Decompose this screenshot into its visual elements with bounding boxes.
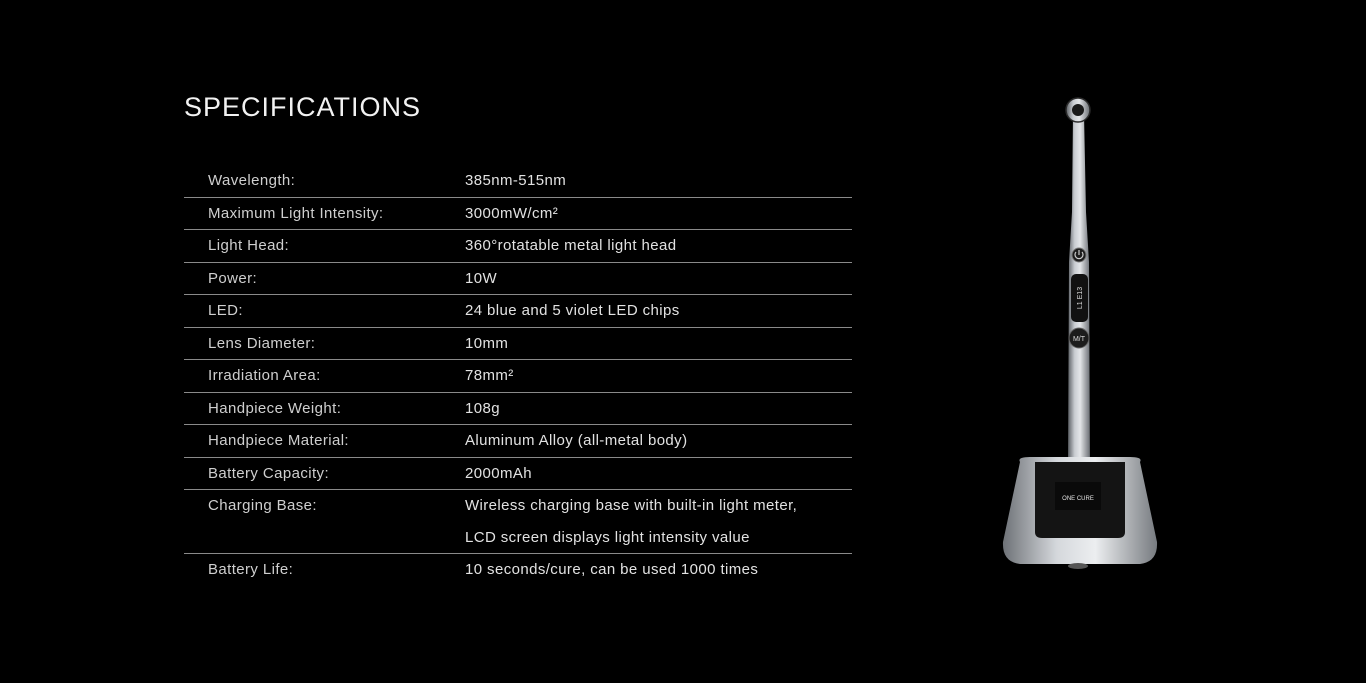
spec-value-line: 10mm: [465, 334, 509, 352]
spec-label: Charging Base:: [208, 497, 317, 514]
spec-value-line: 3000mW/cm²: [465, 204, 559, 222]
spec-value-line: 2000mAh: [465, 464, 533, 482]
spec-row: [184, 295, 852, 328]
spec-value: [465, 490, 852, 553]
spec-row: [184, 198, 852, 231]
spec-row: [184, 458, 852, 491]
spec-value-line: 78mm²: [465, 367, 514, 384]
spec-row: [184, 360, 852, 393]
spec-value-line: 385nm-515nm: [465, 172, 567, 189]
spec-label: Handpiece Weight:: [208, 399, 342, 417]
spec-value: [465, 230, 852, 262]
spec-value-line: 24 blue and 5 violet LED chips: [465, 302, 680, 319]
mode-button-label: M/T: [1072, 336, 1086, 343]
spec-row: [184, 554, 852, 586]
spec-row: [184, 425, 852, 458]
spec-row: [184, 328, 852, 361]
spec-value: [465, 198, 852, 230]
base-brand-logo: ONE CURE: [1062, 496, 1094, 502]
spec-table: [184, 165, 852, 586]
spec-value: [465, 295, 852, 327]
spec-label: Battery Capacity:: [208, 464, 330, 482]
spec-row: [184, 490, 852, 554]
spec-value: [465, 458, 852, 490]
spec-label: Lens Diameter:: [208, 334, 316, 352]
curing-light-product-image: [990, 92, 1170, 572]
spec-value: [465, 425, 852, 457]
spec-label: Light Head:: [208, 237, 290, 254]
handpiece-display: L1 E13: [1077, 286, 1084, 310]
spec-value: [465, 263, 852, 295]
spec-value: [465, 554, 852, 586]
spec-row: [184, 263, 852, 296]
spec-value-line: LCD screen displays light intensity value: [465, 528, 750, 546]
spec-label: LED:: [208, 302, 243, 319]
spec-value: [465, 328, 852, 360]
spec-row: [184, 393, 852, 426]
spec-value-line: 10 seconds/cure, can be used 1000 times: [465, 561, 759, 578]
spec-row: [184, 165, 852, 198]
spec-label: Wavelength:: [208, 172, 296, 189]
spec-label: Power:: [208, 269, 258, 287]
spec-label: Handpiece Material:: [208, 432, 350, 449]
spec-row: [184, 230, 852, 263]
spec-value: [465, 393, 852, 425]
spec-value-line: Aluminum Alloy (all-metal body): [465, 432, 688, 449]
spec-value-line: 108g: [465, 399, 500, 417]
spec-value: [465, 165, 852, 197]
spec-value-line: 360°rotatable metal light head: [465, 237, 677, 254]
spec-value-line: 10W: [465, 269, 498, 287]
spec-label: Battery Life:: [208, 561, 294, 578]
spec-value: [465, 360, 852, 392]
spec-value-line: Wireless charging base with built-in light meter,: [465, 497, 798, 514]
spec-label: Irradiation Area:: [208, 367, 321, 384]
spec-label: Maximum Light Intensity:: [208, 204, 384, 222]
page-title: SPECIFICATIONS: [184, 92, 422, 122]
